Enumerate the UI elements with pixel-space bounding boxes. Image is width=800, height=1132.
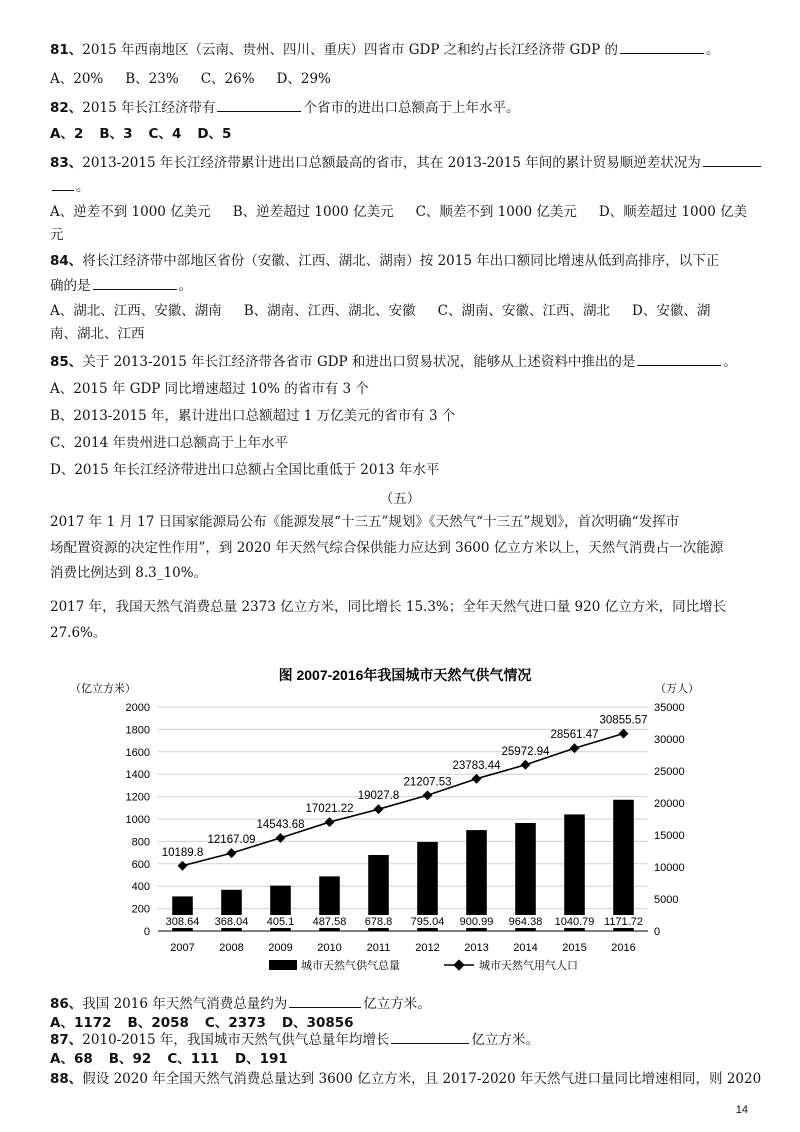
q81-stem bbox=[50, 40, 720, 59]
right-tick-label: 20000 bbox=[654, 798, 685, 810]
q83-stem-cont bbox=[50, 177, 90, 196]
left-axis-unit: （亿立方米） bbox=[70, 683, 136, 695]
q83-end: 。 bbox=[76, 179, 90, 195]
q84-option-d[interactable]: D、安徽、湖 bbox=[632, 303, 711, 319]
q83-blank-cont[interactable] bbox=[52, 177, 74, 191]
x-tick-label: 2007 bbox=[170, 942, 195, 954]
left-tick-label: 2000 bbox=[125, 702, 150, 714]
q84-stem bbox=[50, 252, 719, 270]
legend-bar-label: 城市天然气供气总量 bbox=[301, 960, 400, 972]
q82-post: 个省市的进出口总额高于上年水平。 bbox=[303, 100, 520, 116]
population-marker bbox=[374, 804, 384, 814]
q84-number: 84、 bbox=[50, 253, 83, 269]
population-value-label: 10189.8 bbox=[161, 846, 204, 859]
bar-value-label: 308.64 bbox=[165, 916, 200, 928]
q85-option-d[interactable]: D、2015 年长江经济带进出口总额占全国比重低于 2013 年水平 bbox=[50, 462, 440, 478]
bar bbox=[613, 800, 634, 931]
x-tick-label: 2010 bbox=[317, 942, 342, 954]
population-value-label: 19027.8 bbox=[357, 790, 400, 803]
q85-option-c[interactable]: C、2014 年贵州进口总额高于上年水平 bbox=[50, 435, 288, 451]
population-marker bbox=[178, 861, 188, 871]
q82-pre: 2015 年长江经济带有 bbox=[82, 100, 216, 116]
section-title: （五） bbox=[379, 491, 421, 507]
bar-value-label: 368.04 bbox=[214, 916, 249, 928]
x-tick-label: 2008 bbox=[219, 942, 244, 954]
right-tick-label: 5000 bbox=[654, 894, 679, 906]
para1-line3: 消费比例达到 8.3_10%。 bbox=[50, 565, 208, 581]
q88-stem bbox=[50, 1070, 761, 1088]
right-tick-label: 0 bbox=[654, 926, 661, 938]
left-tick-label: 0 bbox=[143, 926, 150, 938]
left-tick-label: 1600 bbox=[125, 746, 150, 759]
para1-line2: 场配置资源的决定性作用”，到 2020 年天然气综合保供能力应达到 3600 亿立方米以上，天然气消费占一次能源 bbox=[50, 540, 724, 556]
q82-options bbox=[50, 125, 247, 143]
bar-value-label: 487.58 bbox=[312, 916, 347, 928]
bar-value-label: 795.04 bbox=[410, 916, 445, 928]
q83-option-wrap: 元 bbox=[50, 227, 64, 243]
para2-line1: 2017 年，我国天然气消费总量 2373 亿立方米，同比增长 15.3%；全年天然气进口量 920 亿立方米，同比增长 bbox=[50, 599, 727, 615]
right-tick-label: 35000 bbox=[654, 702, 685, 714]
q84-blank[interactable] bbox=[93, 276, 177, 290]
q84-option-b[interactable]: B、湖南、江西、湖北、安徽 bbox=[243, 303, 416, 319]
q86-option-b[interactable]: B、2058 bbox=[127, 1015, 189, 1031]
gas-supply-chart bbox=[0, 655, 800, 985]
q86-number: 86、 bbox=[50, 996, 83, 1012]
bar-value-label: 964.38 bbox=[508, 916, 543, 928]
q82-option-d[interactable]: D、5 bbox=[197, 126, 232, 142]
q84-option-c[interactable]: C、湖南、安徽、江西、湖北 bbox=[437, 303, 611, 319]
q85-blank[interactable] bbox=[637, 352, 721, 366]
right-tick-label: 25000 bbox=[654, 766, 685, 778]
left-tick-label: 600 bbox=[131, 858, 150, 871]
bar-value-label: 1040.79 bbox=[554, 916, 595, 928]
q82-option-a[interactable]: A、2 bbox=[50, 126, 84, 142]
legend-bar-swatch bbox=[269, 960, 297, 970]
q85-text: 关于 2013-2015 年长江经济带各省市 GDP 和进出口贸易状况，能够从上述资料中推出的是 bbox=[82, 354, 636, 370]
q84-stem-cont bbox=[50, 276, 192, 295]
x-tick-label: 2013 bbox=[464, 942, 489, 954]
q83-text: 2013-2015 年长江经济带累计进出口总额最高的省市，其在 2013-2015 年间的累计贸易顺逆差状况为 bbox=[82, 155, 701, 171]
q86-option-c[interactable]: C、2373 bbox=[204, 1015, 266, 1031]
right-tick-label: 10000 bbox=[654, 862, 685, 874]
legend-line-marker bbox=[453, 959, 464, 970]
page-number: 14 bbox=[735, 1104, 748, 1116]
q86-stem bbox=[50, 994, 431, 1013]
bar-value-label: 1171.72 bbox=[604, 916, 643, 928]
q86-option-d[interactable]: D、30856 bbox=[281, 1015, 354, 1031]
q81-end: 。 bbox=[706, 42, 720, 58]
left-tick-label: 1000 bbox=[125, 814, 150, 826]
chart-title: 图 2007-2016年我国城市天然气供气情况 bbox=[278, 667, 532, 683]
population-value-label: 25972.94 bbox=[501, 745, 550, 758]
q83-option-b[interactable]: B、逆差超过 1000 亿美元 bbox=[232, 204, 394, 220]
q83-blank[interactable] bbox=[703, 153, 761, 167]
population-value-label: 21207.53 bbox=[403, 776, 452, 789]
legend-line-label: 城市天然气用气人口 bbox=[479, 960, 578, 972]
left-tick-label: 400 bbox=[131, 881, 150, 894]
q83-stem bbox=[50, 153, 763, 172]
q87-options bbox=[50, 1050, 304, 1068]
q88-number: 88、 bbox=[50, 1071, 83, 1087]
q83-number: 83、 bbox=[50, 155, 83, 171]
q85-number: 85、 bbox=[50, 354, 83, 370]
population-value-label: 30855.57 bbox=[599, 714, 648, 727]
q85-end: 。 bbox=[723, 354, 737, 370]
population-marker bbox=[423, 790, 433, 800]
q81-options bbox=[50, 70, 353, 88]
q82-number: 82、 bbox=[50, 100, 83, 116]
left-tick-label: 1400 bbox=[125, 769, 150, 782]
q81-number: 81、 bbox=[50, 42, 83, 58]
q88-text: 假设 2020 年全国天然气消费总量达到 3600 亿立方米，且 2017-2020 年天然气进口量同比增速相同，则 2020 bbox=[82, 1071, 762, 1087]
population-marker bbox=[619, 729, 629, 739]
q84-option-wrap: 南、湖北、江西 bbox=[50, 326, 145, 342]
left-tick-label: 800 bbox=[131, 836, 150, 849]
population-value-label: 23783.44 bbox=[452, 759, 501, 772]
q86-option-a[interactable]: A、1172 bbox=[50, 1015, 112, 1031]
q85-stem bbox=[50, 352, 737, 371]
population-marker bbox=[521, 760, 531, 770]
bar bbox=[564, 814, 585, 931]
x-tick-label: 2012 bbox=[415, 942, 440, 954]
population-value-label: 12167.09 bbox=[207, 834, 256, 847]
x-tick-label: 2014 bbox=[513, 942, 538, 954]
bar-value-label: 900.99 bbox=[459, 916, 494, 928]
left-tick-label: 200 bbox=[131, 903, 150, 916]
q81-option-d[interactable]: D、29% bbox=[276, 71, 331, 87]
left-tick-label: 1800 bbox=[125, 724, 150, 737]
q82-stem bbox=[50, 98, 519, 117]
q87-post: 亿立方米。 bbox=[471, 1032, 539, 1048]
q84-end: 。 bbox=[178, 278, 192, 294]
q85-option-a[interactable]: A、2015 年 GDP 同比增速超过 10% 的省市有 3 个 bbox=[50, 381, 369, 397]
chart-legend bbox=[269, 958, 578, 972]
q84-text: 将长江经济带中部地区省份（安徽、江西、湖北、湖南）按 2015 年出口额同比增速从低到高排序，以下正 bbox=[82, 253, 720, 269]
q87-option-b[interactable]: B、92 bbox=[108, 1051, 152, 1067]
bar-value-label: 678.8 bbox=[364, 916, 393, 928]
population-value-label: 17021.22 bbox=[305, 803, 354, 816]
q87-option-c[interactable]: C、111 bbox=[167, 1051, 219, 1067]
q84-line2: 确的是 bbox=[50, 278, 91, 294]
x-tick-label: 2009 bbox=[268, 942, 293, 954]
left-tick-label: 1200 bbox=[125, 791, 150, 804]
q87-blank[interactable] bbox=[391, 1030, 469, 1044]
x-tick-label: 2016 bbox=[611, 942, 636, 954]
x-tick-label: 2011 bbox=[366, 942, 391, 954]
q83-option-c[interactable]: C、顺差不到 1000 亿美元 bbox=[415, 204, 577, 220]
q83-option-a[interactable]: A、逆差不到 1000 亿美元 bbox=[50, 204, 211, 220]
q87-option-d[interactable]: D、191 bbox=[234, 1051, 288, 1067]
bar bbox=[515, 823, 536, 931]
q83-options bbox=[50, 203, 747, 221]
q83-option-d[interactable]: D、顺差超过 1000 亿美 bbox=[598, 204, 748, 220]
q84-option-a[interactable]: A、湖北、江西、安徽、湖南 bbox=[50, 303, 222, 319]
q82-blank[interactable] bbox=[217, 98, 301, 112]
q87-option-a[interactable]: A、68 bbox=[50, 1051, 93, 1067]
q82-option-b[interactable]: B、3 bbox=[99, 126, 133, 142]
q86-blank[interactable] bbox=[289, 994, 361, 1008]
q86-pre: 我国 2016 年天然气消费总量约为 bbox=[82, 996, 288, 1012]
q87-stem bbox=[50, 1030, 539, 1049]
right-tick-label: 30000 bbox=[654, 734, 685, 746]
q81-text: 2015 年西南地区（云南、贵州、四川、重庆）四省市 GDP 之和约占长江经济带 GDP 的 bbox=[82, 42, 618, 58]
population-value-label: 14543.68 bbox=[256, 818, 305, 831]
population-marker bbox=[472, 774, 482, 784]
para2-line2: 27.6%。 bbox=[50, 625, 107, 641]
q81-blank[interactable] bbox=[620, 40, 704, 54]
right-axis-unit: （万人） bbox=[655, 683, 699, 695]
q84-options bbox=[50, 302, 710, 320]
q87-pre: 2010-2015 年，我国城市天然气供气总量年均增长 bbox=[82, 1032, 390, 1048]
right-tick-label: 15000 bbox=[654, 830, 685, 842]
population-marker bbox=[227, 848, 237, 858]
q87-number: 87、 bbox=[50, 1032, 83, 1048]
para1-line1: 2017 年 1 月 17 日国家能源局公布《能源发展“十三五”规划》《天然气“十三五”规划》，首次明确“发挥市 bbox=[50, 514, 680, 530]
bar-value-label: 405.1 bbox=[266, 916, 295, 928]
q81-option-c[interactable]: C、26% bbox=[200, 71, 255, 87]
q86-post: 亿立方米。 bbox=[363, 996, 431, 1012]
q81-option-b[interactable]: B、23% bbox=[125, 71, 179, 87]
x-tick-label: 2015 bbox=[562, 942, 587, 954]
q81-option-a[interactable]: A、20% bbox=[50, 71, 104, 87]
q82-option-c[interactable]: C、4 bbox=[148, 126, 182, 142]
population-value-label: 28561.47 bbox=[550, 729, 599, 742]
q85-option-b[interactable]: B、2013-2015 年，累计进出口总额超过 1 万亿美元的省市有 3 个 bbox=[50, 408, 456, 424]
